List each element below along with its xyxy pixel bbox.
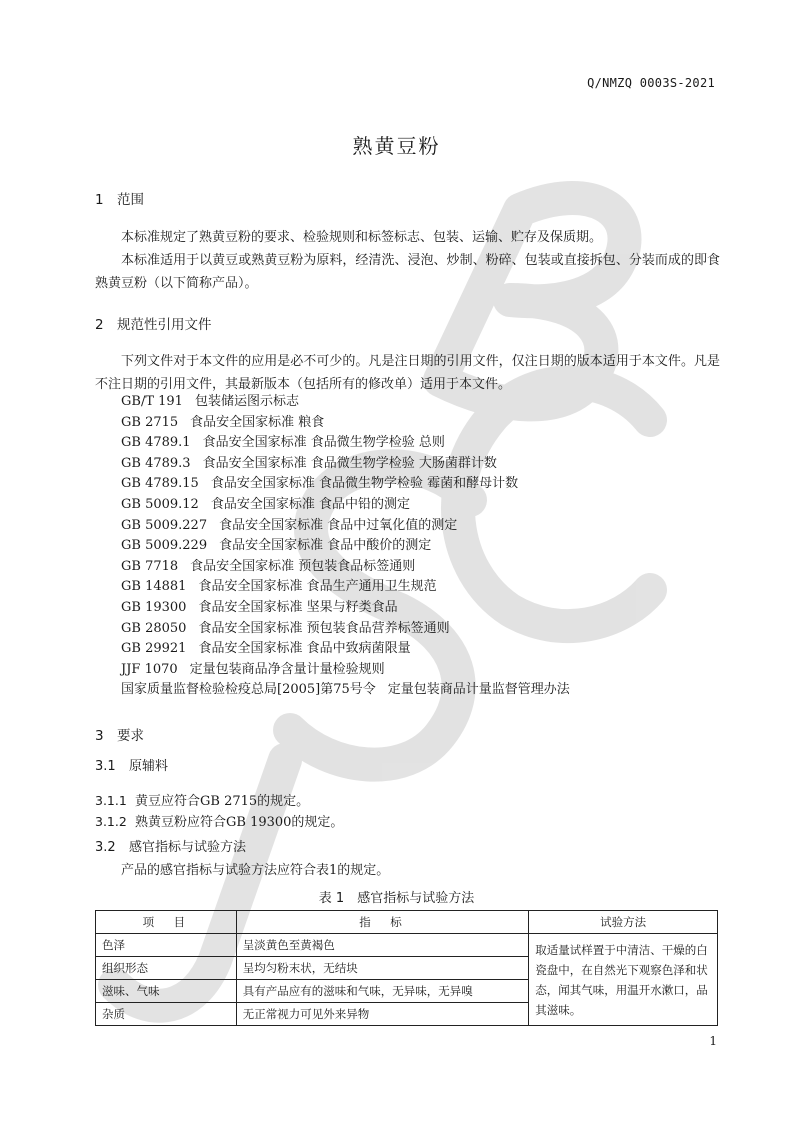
row-item: 色泽	[96, 934, 237, 957]
section-heading-requirements: 3 要求	[95, 728, 144, 744]
reference-item: GB 5009.12 食品安全国家标准 食品中铅的测定	[121, 496, 410, 512]
reference-item: 国家质量监督检验检疫总局[2005]第75号令 定量包装商品计量监督管理办法	[121, 682, 570, 698]
document-title: 熟黄豆粉	[352, 134, 441, 158]
sensory-table	[95, 910, 718, 1026]
reference-item: GB 4789.3 食品安全国家标准 食品微生物学检验 大肠菌群计数	[121, 455, 497, 471]
reference-item: GB 29921 食品安全国家标准 食品中致病菌限量	[121, 641, 411, 657]
row-spec: 呈淡黄色至黄褐色	[236, 934, 529, 957]
reference-item: GB/T 191 包装储运图示标志	[121, 394, 299, 409]
scope-paragraph-2: 本标准适用于以黄豆或熟黄豆粉为原料，经清洗、浸泡、炒制、粉碎、包装或直接拆包、分装而成的即食熟黄豆粉（以下简称产品）。	[95, 253, 720, 291]
subsection-heading-sensory: 3.2 感官指标与试验方法	[95, 840, 247, 855]
reference-item: GB 4789.15 食品安全国家标准 食品微生物学检验 霉菌和酵母计数	[121, 476, 519, 492]
page-number: 1	[709, 1034, 717, 1048]
row-spec: 呈均匀粉末状，无结块	[236, 957, 529, 980]
test-method-cell: 取适量试样置于中清洁、干燥的白瓷盘中，在自然光下观察色泽和状态，闻其气味，用温开水漱口，品其滋味。	[529, 934, 718, 1026]
reference-item: GB 19300 食品安全国家标准 坚果与籽类食品	[121, 599, 398, 615]
table-header-row	[96, 911, 718, 934]
subsection-heading-raw-materials: 3.1 原辅料	[95, 759, 169, 774]
reference-item: JJF 1070 定量包装商品净含量计量检验规则	[121, 661, 385, 677]
document-code: Q/NMZQ 0003S-2021	[587, 76, 715, 90]
header-method: 试验方法	[529, 911, 718, 934]
header-item: 项 目	[96, 911, 237, 934]
header-spec: 指 标	[236, 911, 529, 934]
clause-3-1-2: 3.1.2 熟黄豆粉应符合GB 19300的规定。	[95, 814, 344, 830]
reference-item: GB 5009.227 食品安全国家标准 食品中过氧化值的测定	[121, 517, 458, 533]
reference-item: GB 7718 食品安全国家标准 预包装食品标签通则	[121, 558, 416, 574]
table-caption: 表 1 感官指标与试验方法	[318, 891, 475, 906]
reference-item: GB 14881 食品安全国家标准 食品生产通用卫生规范	[121, 579, 437, 595]
section-heading-scope: 1 范围	[95, 192, 144, 208]
row-spec: 无正常视力可见外来异物	[236, 1003, 529, 1026]
sensory-intro: 产品的感官指标与试验方法应符合表1的规定。	[121, 863, 390, 878]
table-row	[96, 934, 718, 957]
reference-item: GB 2715 食品安全国家标准 粮食	[121, 414, 325, 430]
references-intro: 下列文件对于本文件的应用是必不可少的。凡是注日期的引用文件，仅注日期的版本适用于本文件。凡是不注日期的引用文件，其最新版本（包括所有的修改单）适用于本文件。	[95, 354, 720, 392]
row-item: 组织形态	[96, 957, 237, 980]
row-item: 杂质	[96, 1003, 237, 1026]
section-heading-references: 2 规范性引用文件	[95, 317, 212, 333]
row-spec: 具有产品应有的滋味和气味，无异味，无异嗅	[236, 980, 529, 1003]
reference-item: GB 28050 食品安全国家标准 预包装食品营养标签通则	[121, 620, 450, 636]
row-item: 滋味、气味	[96, 980, 237, 1003]
reference-item: GB 4789.1 食品安全国家标准 食品微生物学检验 总则	[121, 435, 445, 451]
reference-list	[121, 392, 570, 701]
reference-item: GB 5009.229 食品安全国家标准 食品中酸价的测定	[121, 538, 432, 554]
scope-paragraph-1: 本标准规定了熟黄豆粉的要求、检验规则和标签标志、包装、运输、贮存及保质期。	[121, 230, 603, 245]
clause-3-1-1: 3.1.1 黄豆应符合GB 2715的规定。	[95, 793, 310, 809]
